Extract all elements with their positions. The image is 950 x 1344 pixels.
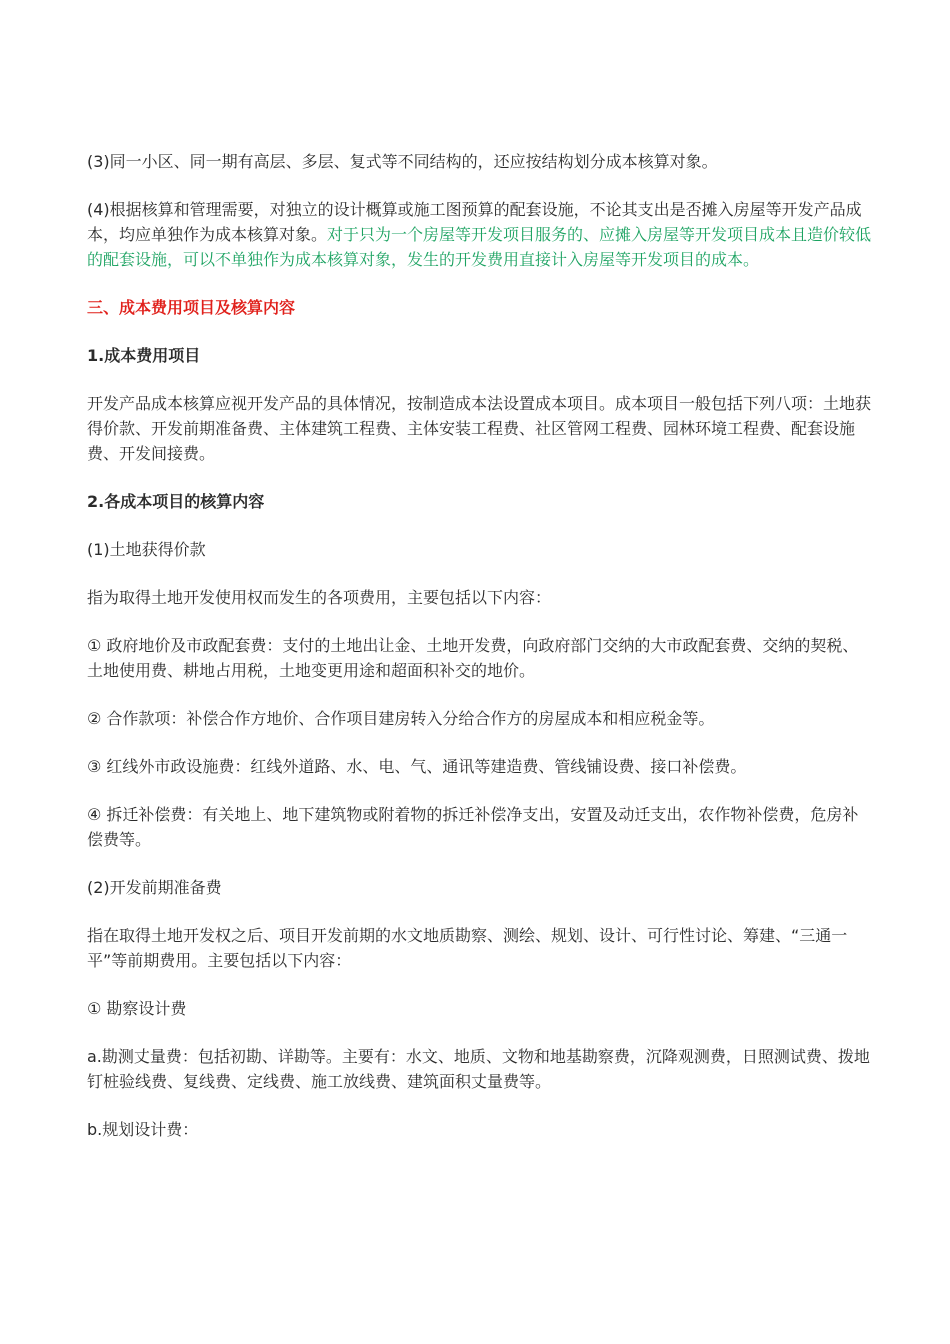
section-heading: 三、成本费用项目及核算内容	[87, 298, 296, 317]
list-item-municipal-facilities: ③ 红线外市政设施费：红线外道路、水、电、气、通讯等建造费、管线铺设费、接口补偿费。	[87, 757, 747, 776]
list-item-government-land-price: ① 政府地价及市政配套费：支付的土地出让金、土地开发费，向政府部门交纳的大市政配套费、交纳的契税、土地使用费、耕地占用税，土地变更用途和超面积补交的地价。	[87, 636, 859, 680]
paragraph-cost-items: 开发产品成本核算应视开发产品的具体情况，按制造成本法设置成本项目。成本项目一般包括下列八项：土地获得价款、开发前期准备费、主体建筑工程费、主体安装工程费、社区管网工程费、园林环境工程费、配套设施费、开发间接费。	[87, 394, 872, 463]
list-item-survey-measurement: a.勘测丈量费：包括初勘、详勘等。主要有：水文、地质、文物和地基勘察费，沉降观测费，日照测试费、拨地钉桩验线费、复线费、定线费、施工放线费、建筑面积丈量费等。	[87, 1047, 870, 1091]
list-item-survey-design: ① 勘察设计费	[87, 999, 187, 1018]
paragraph-supporting-facilities	[87, 197, 872, 272]
document-page	[87, 149, 872, 1165]
subsection-heading-cost-items: 1.成本费用项目	[87, 346, 201, 365]
list-item-cooperation-funds: ② 合作款项：补偿合作方地价、合作项目建房转入分给合作方的房屋成本和相应税金等。	[87, 709, 715, 728]
subsection-heading-accounting-content: 2.各成本项目的核算内容	[87, 492, 265, 511]
supporting-facilities-text: (4)根据核算和管理需要，对独立的设计概算或施工图预算的配套设施，不论其支出是否摊入房屋等开发产品成本，均应单独作为成本核算对象。	[87, 200, 862, 244]
item-title-preliminary-cost: (2)开发前期准备费	[87, 878, 222, 897]
paragraph-land-cost-intro: 指为取得土地开发使用权而发生的各项费用，主要包括以下内容：	[87, 588, 552, 607]
list-item-planning-design: b.规划设计费：	[87, 1120, 199, 1139]
paragraph-preliminary-cost-intro: 指在取得土地开发权之后、项目开发前期的水文地质勘察、测绘、规划、设计、可行性讨论、筹建、“三通一平”等前期费用。主要包括以下内容：	[87, 926, 848, 970]
paragraph-structure-division: (3)同一小区、同一期有高层、多层、复式等不同结构的，还应按结构划分成本核算对象。	[87, 152, 718, 171]
item-title-land-cost: (1)土地获得价款	[87, 540, 206, 559]
highlighted-green-text: 对于只为一个房屋等开发项目服务的、应摊入房屋等开发项目成本且造价较低的配套设施，可以不单独作为成本核算对象，发生的开发费用直接计入房屋等开发项目的成本。	[87, 225, 872, 269]
list-item-demolition-compensation: ④ 拆迁补偿费：有关地上、地下建筑物或附着物的拆迁补偿净支出，安置及动迁支出，农作物补偿费，危房补偿费等。	[87, 805, 859, 849]
